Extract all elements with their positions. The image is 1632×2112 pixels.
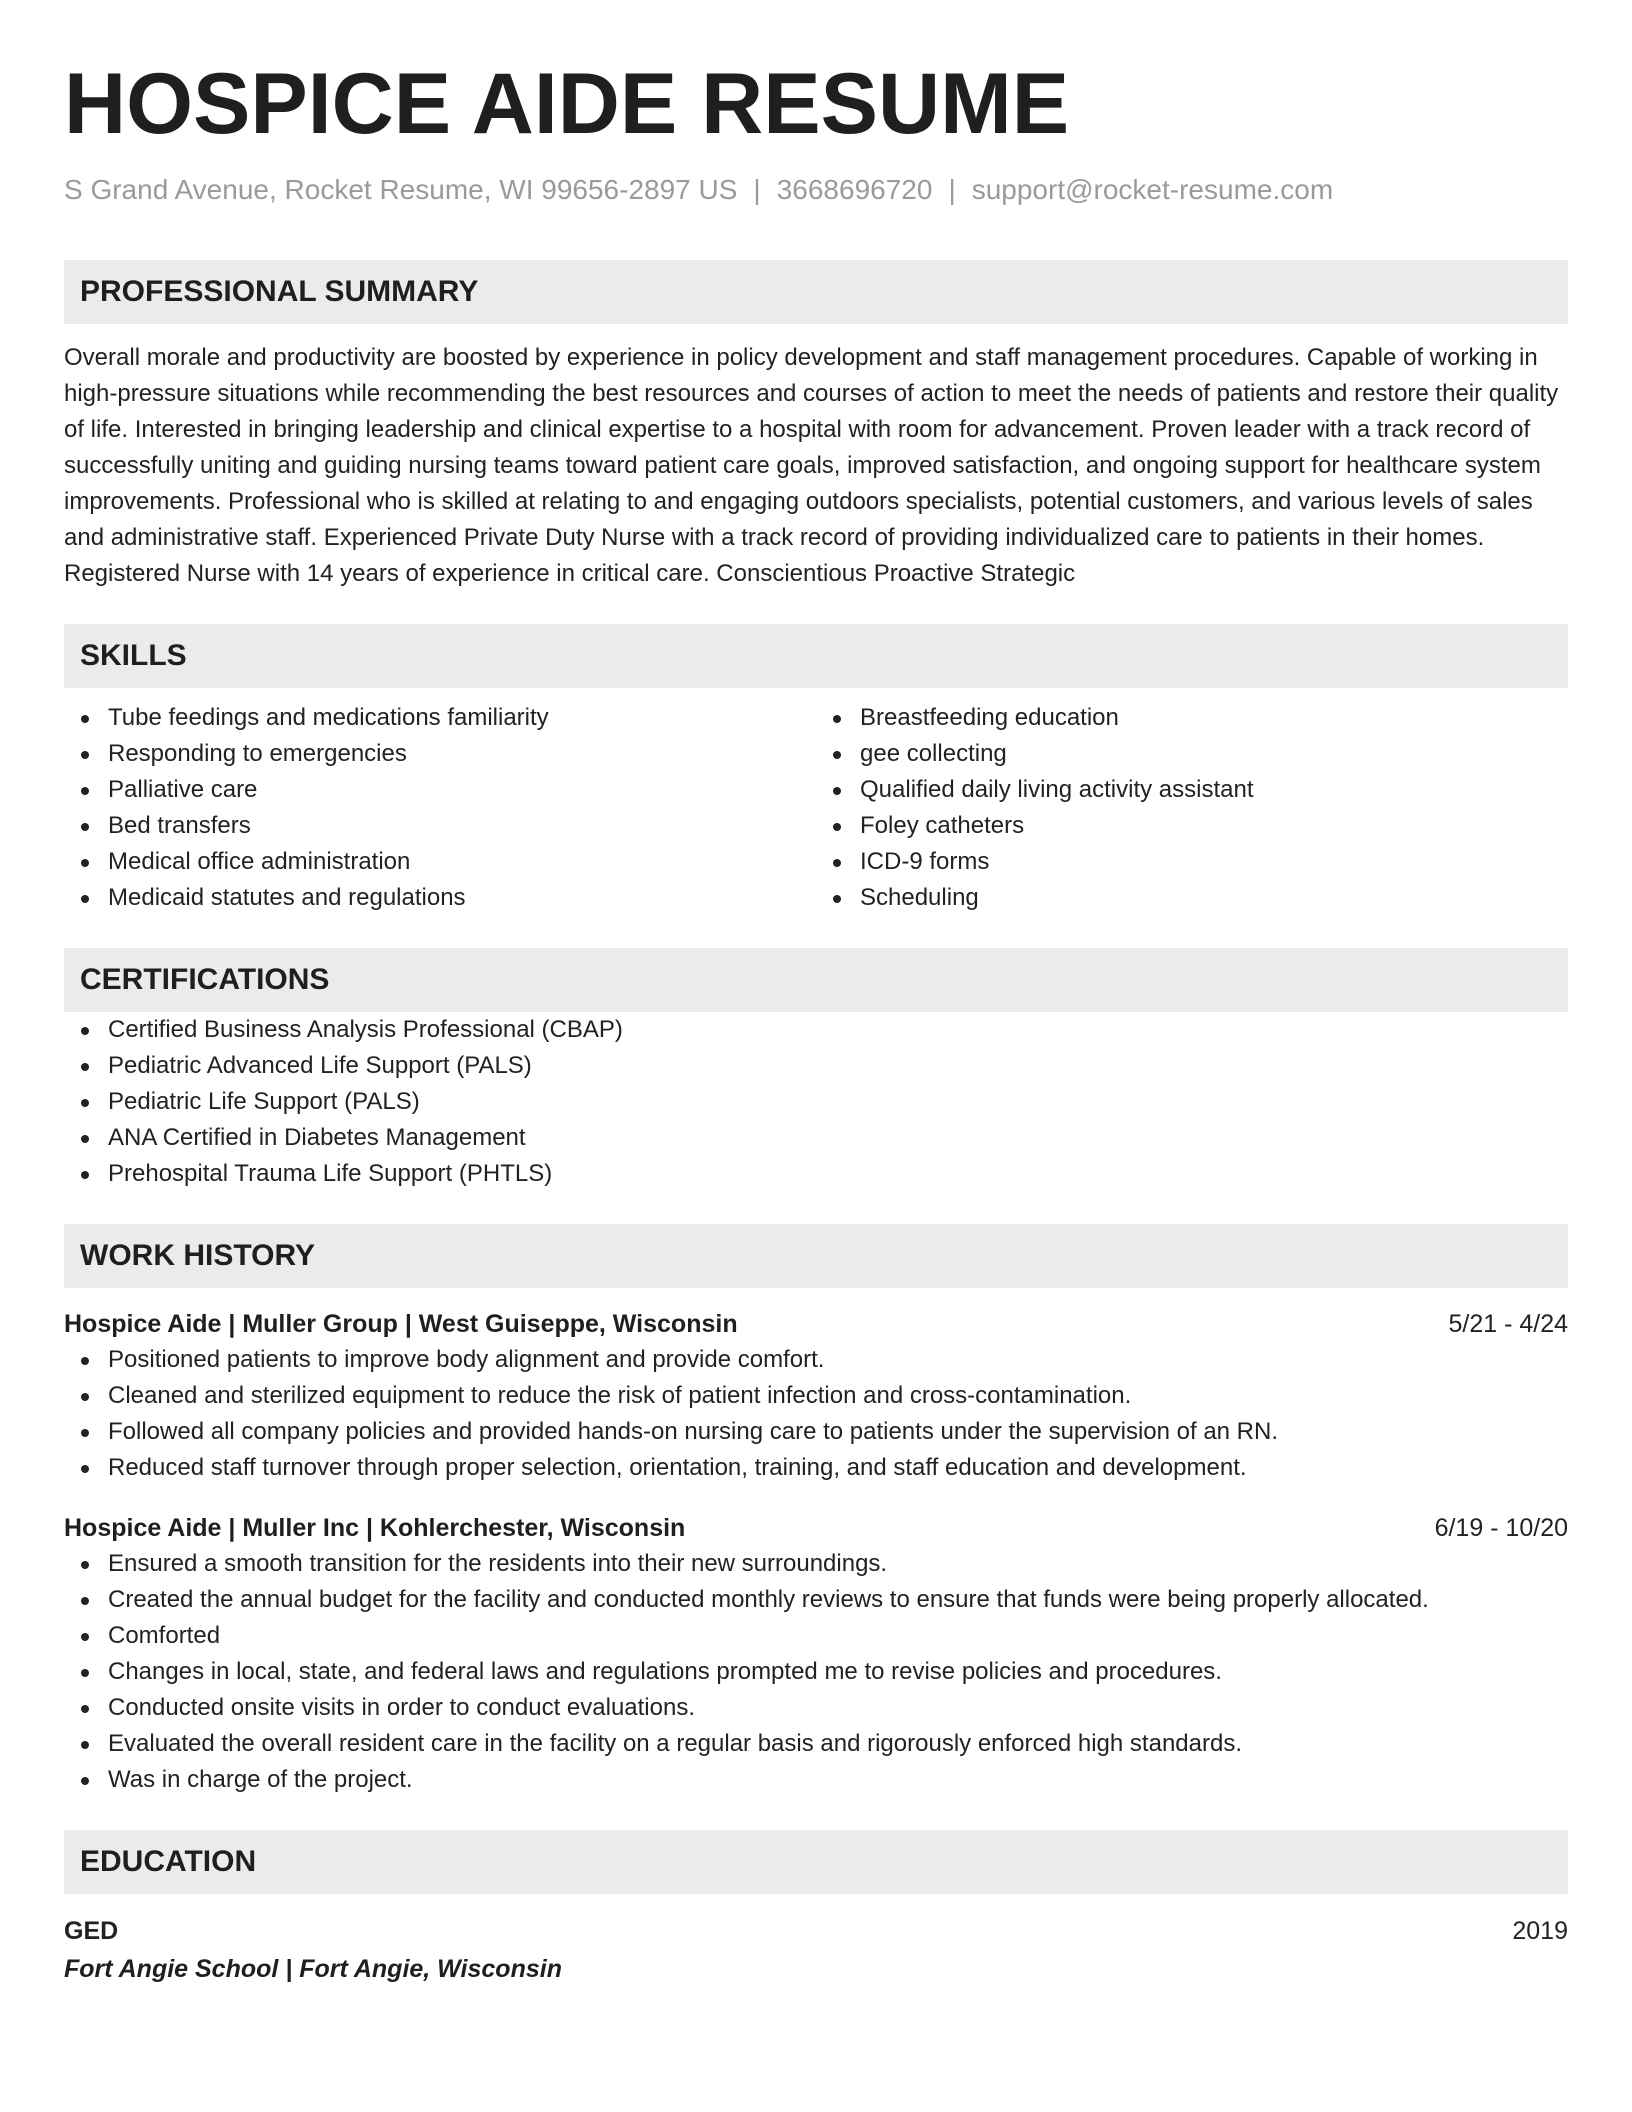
job-header bbox=[64, 1306, 1568, 1342]
contact-address: S Grand Avenue, Rocket Resume, WI 99656-2897 US bbox=[64, 174, 738, 205]
job-duty-item: Was in charge of the project. bbox=[64, 1762, 1568, 1798]
contact-email: support@rocket-resume.com bbox=[971, 174, 1334, 205]
skill-item: Tube feedings and medications familiarity bbox=[64, 700, 816, 736]
section-header-skills: SKILLS bbox=[64, 624, 1568, 688]
skill-item: Foley catheters bbox=[816, 808, 1568, 844]
section-header-education: EDUCATION bbox=[64, 1830, 1568, 1894]
job-duty-item: Changes in local, state, and federal laws and regulations prompted me to revise policies and procedures. bbox=[64, 1654, 1568, 1690]
skill-item: Breastfeeding education bbox=[816, 700, 1568, 736]
job-entry bbox=[64, 1510, 1568, 1798]
certification-item: Certified Business Analysis Professional (CBAP) bbox=[64, 1012, 1568, 1048]
job-duties-list bbox=[64, 1546, 1568, 1798]
certification-item: Pediatric Advanced Life Support (PALS) bbox=[64, 1048, 1568, 1084]
section-header-work-history: WORK HISTORY bbox=[64, 1224, 1568, 1288]
job-duty-item: Created the annual budget for the facility and conducted monthly reviews to ensure that funds were being properly allocated. bbox=[64, 1582, 1568, 1618]
resume-title: HOSPICE AIDE RESUME bbox=[64, 56, 1070, 152]
skill-item: gee collecting bbox=[816, 736, 1568, 772]
contact-separator: | bbox=[753, 174, 761, 205]
job-duty-item: Evaluated the overall resident care in the facility on a regular basis and rigorously enforced high standards. bbox=[64, 1726, 1568, 1762]
skills-list bbox=[64, 700, 1568, 916]
contact-line bbox=[64, 170, 1568, 210]
education-year: 2019 bbox=[1512, 1917, 1568, 1945]
summary-text: Overall morale and productivity are boosted by experience in policy development and staff management procedures. Capable of working in high-pressure situations while recommending the best resources and courses of action to meet the needs of patients and restore their quality of life. Interested in bringing leadership and clinical expertise to a hospital with room for advancement. Proven leader with a track record of successfully uniting and guiding nursing teams toward patient care goals, improved satisfaction, and ongoing support for healthcare system improvements. Professional who is skilled at relating to and engaging outdoors specialists, potential customers, and various levels of sales and administrative staff. Experienced Private Duty Nurse with a track record of providing individualized care to patients in their homes. Registered Nurse with 14 years of experience in critical care. Conscientious Proactive Strategic bbox=[64, 344, 1559, 587]
skills-column-right bbox=[816, 700, 1568, 916]
skills-column-left bbox=[64, 700, 816, 916]
certification-item: Prehospital Trauma Life Support (PHTLS) bbox=[64, 1156, 1568, 1192]
job-duty-item: Conducted onsite visits in order to conduct evaluations. bbox=[64, 1690, 1568, 1726]
skill-item: Qualified daily living activity assistant bbox=[816, 772, 1568, 808]
job-duty-item: Positioned patients to improve body alignment and provide comfort. bbox=[64, 1342, 1568, 1378]
section-header-summary: PROFESSIONAL SUMMARY bbox=[64, 260, 1568, 324]
education-school: Fort Angie School | Fort Angie, Wisconsin bbox=[64, 1955, 562, 1983]
education-degree: GED bbox=[64, 1917, 119, 1945]
certifications-list bbox=[64, 1012, 1568, 1192]
skill-item: Medical office administration bbox=[64, 844, 816, 880]
job-dates: 5/21 - 4/24 bbox=[1448, 1310, 1568, 1338]
job-title: Hospice Aide | Muller Inc | Kohlerchester, Wisconsin bbox=[64, 1514, 686, 1542]
job-duty-item: Ensured a smooth transition for the residents into their new surroundings. bbox=[64, 1546, 1568, 1582]
job-duty-item: Cleaned and sterilized equipment to reduce the risk of patient infection and cross-contamination. bbox=[64, 1378, 1568, 1414]
contact-phone: 3668696720 bbox=[776, 174, 933, 205]
section-header-certifications: CERTIFICATIONS bbox=[64, 948, 1568, 1012]
skill-item: Scheduling bbox=[816, 880, 1568, 916]
job-header bbox=[64, 1510, 1568, 1546]
certification-item: ANA Certified in Diabetes Management bbox=[64, 1120, 1568, 1156]
contact-separator: | bbox=[948, 174, 956, 205]
job-entry bbox=[64, 1306, 1568, 1486]
skill-item: ICD-9 forms bbox=[816, 844, 1568, 880]
education-header bbox=[64, 1912, 1568, 1950]
job-duties-list bbox=[64, 1342, 1568, 1486]
job-title: Hospice Aide | Muller Group | West Guiseppe, Wisconsin bbox=[64, 1310, 738, 1338]
skill-item: Palliative care bbox=[64, 772, 816, 808]
job-duty-item: Comforted bbox=[64, 1618, 1568, 1654]
job-duty-item: Reduced staff turnover through proper selection, orientation, training, and staff education and development. bbox=[64, 1450, 1568, 1486]
skill-item: Responding to emergencies bbox=[64, 736, 816, 772]
skill-item: Bed transfers bbox=[64, 808, 816, 844]
job-dates: 6/19 - 10/20 bbox=[1434, 1514, 1568, 1542]
job-duty-item: Followed all company policies and provided hands-on nursing care to patients under the supervision of an RN. bbox=[64, 1414, 1568, 1450]
skill-item: Medicaid statutes and regulations bbox=[64, 880, 816, 916]
certification-item: Pediatric Life Support (PALS) bbox=[64, 1084, 1568, 1120]
